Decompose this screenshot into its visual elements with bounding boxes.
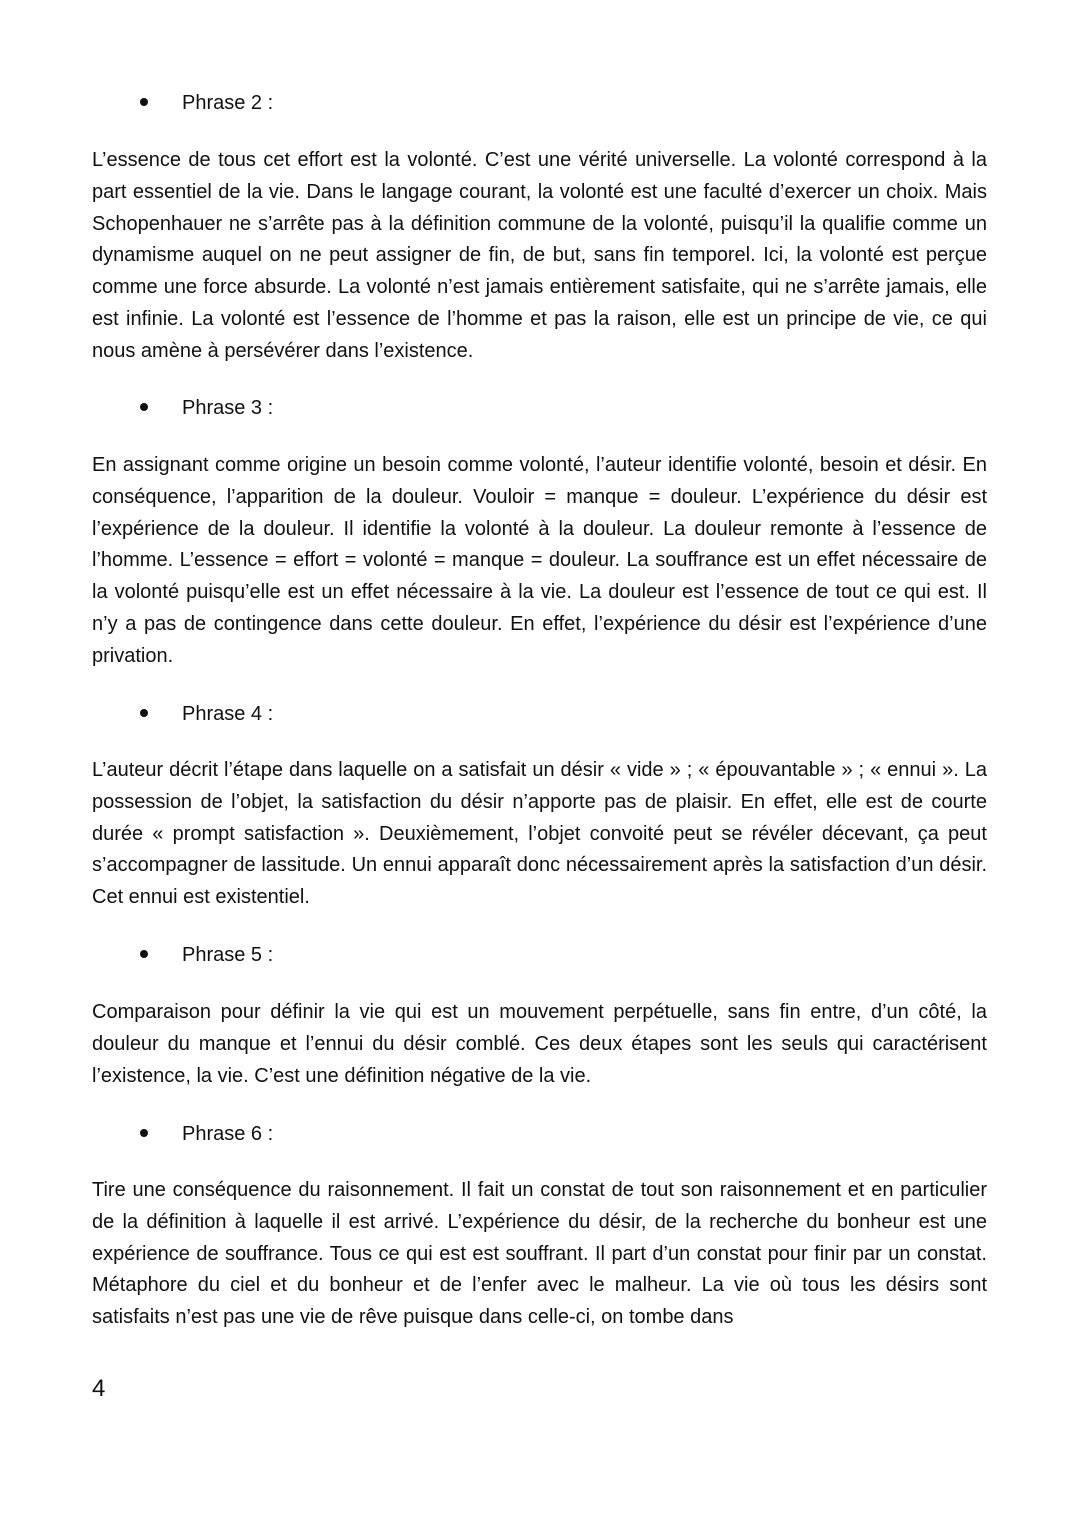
paragraph-phrase-6: Tire une conséquence du raisonnement. Il fait un constat de tout son raisonnement et en particulier de la définition à laquelle il est arrivé. L’expérience du désir, de la recherche du bonheur est une expérience de souffrance. Tous ce qui est est souffrant. Il part d’un constat pour finir par un constat. Métaphore du ciel et du bonheur et de l’enfer avec le malheur. La vie où tous les désirs sont satisfaits n’est pas une vie de rêve puisque dans celle-ci, on tombe dans: [92, 1179, 987, 1329]
paragraph-phrase-3: En assignant comme origine un besoin comme volonté, l’auteur identifie volonté, besoin et désir. En conséquence, l’apparition de la douleur. Vouloir = manque = douleur. L’expérience du désir est l’expérience de la douleur. Il identifie la volonté à la douleur. La douleur remonte à l’essence de l’homme. L’essence = effort = volonté = manque = douleur. La souffrance est un effet nécessaire de la volonté puisqu’elle est un effet nécessaire à la vie. La douleur est l’essence de tout ce qui est. Il n’y a pas de contingence dans cette douleur. En effet, l’expérience du désir est l’expérience d’une privation.: [92, 454, 987, 667]
paragraph-phrase-2: L’essence de tous cet effort est la volonté. C’est une vérité universelle. La volonté correspond à la part essentiel de la vie. Dans le langage courant, la volonté est une faculté d’exercer un choix. Mais Schopenhauer ne s’arrête pas à la définition commune de la volonté, puisqu’il la qualifie comme un dynamisme auquel on ne peut assigner de fin, de but, sans fin temporel. Ici, la volonté est perçue comme une force absurde. La volonté n’est jamais entièrement satisfaite, qui ne s’arrête jamais, elle est infinie. La volonté est l’essence de l’homme et pas la raison, elle est un principe de vie, ce qui nous amène à persévérer dans l’existence.: [92, 149, 987, 362]
bullet-icon: [140, 950, 148, 958]
heading-label: Phrase 6 :: [182, 1123, 274, 1145]
section-heading-phrase-4: [140, 702, 273, 726]
page-number: 4: [92, 1375, 106, 1402]
paragraph-phrase-5: Comparaison pour définir la vie qui est un mouvement perpétuelle, sans fin entre, d’un côté, la douleur du manque et l’ennui du désir comblé. Ces deux étapes sont les seuls qui caractérisent l’existence, la vie. C’est une définition négative de la vie.: [92, 1001, 987, 1087]
heading-label: Phrase 3 :: [182, 397, 274, 419]
bullet-icon: [140, 98, 148, 106]
section-heading-phrase-2: [140, 91, 273, 115]
section-heading-phrase-6: [140, 1122, 273, 1146]
section-heading-phrase-5: [140, 943, 273, 967]
heading-label: Phrase 2 :: [182, 92, 274, 114]
paragraph-phrase-4: L’auteur décrit l’étape dans laquelle on a satisfait un désir « vide » ; « épouvantable » ; « ennui ». La possession de l’objet, la satisfaction du désir n’apporte pas de plaisir. En effet, elle est de courte durée « prompt satisfaction ». Deuxièmement, l’objet convoité peut se révéler décevant, ça peut s’accompagner de lassitude. Un ennui apparaît donc nécessairement après la satisfaction d’un désir. Cet ennui est existentiel.: [92, 759, 987, 909]
bullet-icon: [140, 403, 148, 411]
bullet-icon: [140, 1129, 148, 1137]
bullet-icon: [140, 709, 148, 717]
heading-label: Phrase 4 :: [182, 703, 274, 725]
section-heading-phrase-3: [140, 396, 273, 420]
heading-label: Phrase 5 :: [182, 944, 274, 966]
